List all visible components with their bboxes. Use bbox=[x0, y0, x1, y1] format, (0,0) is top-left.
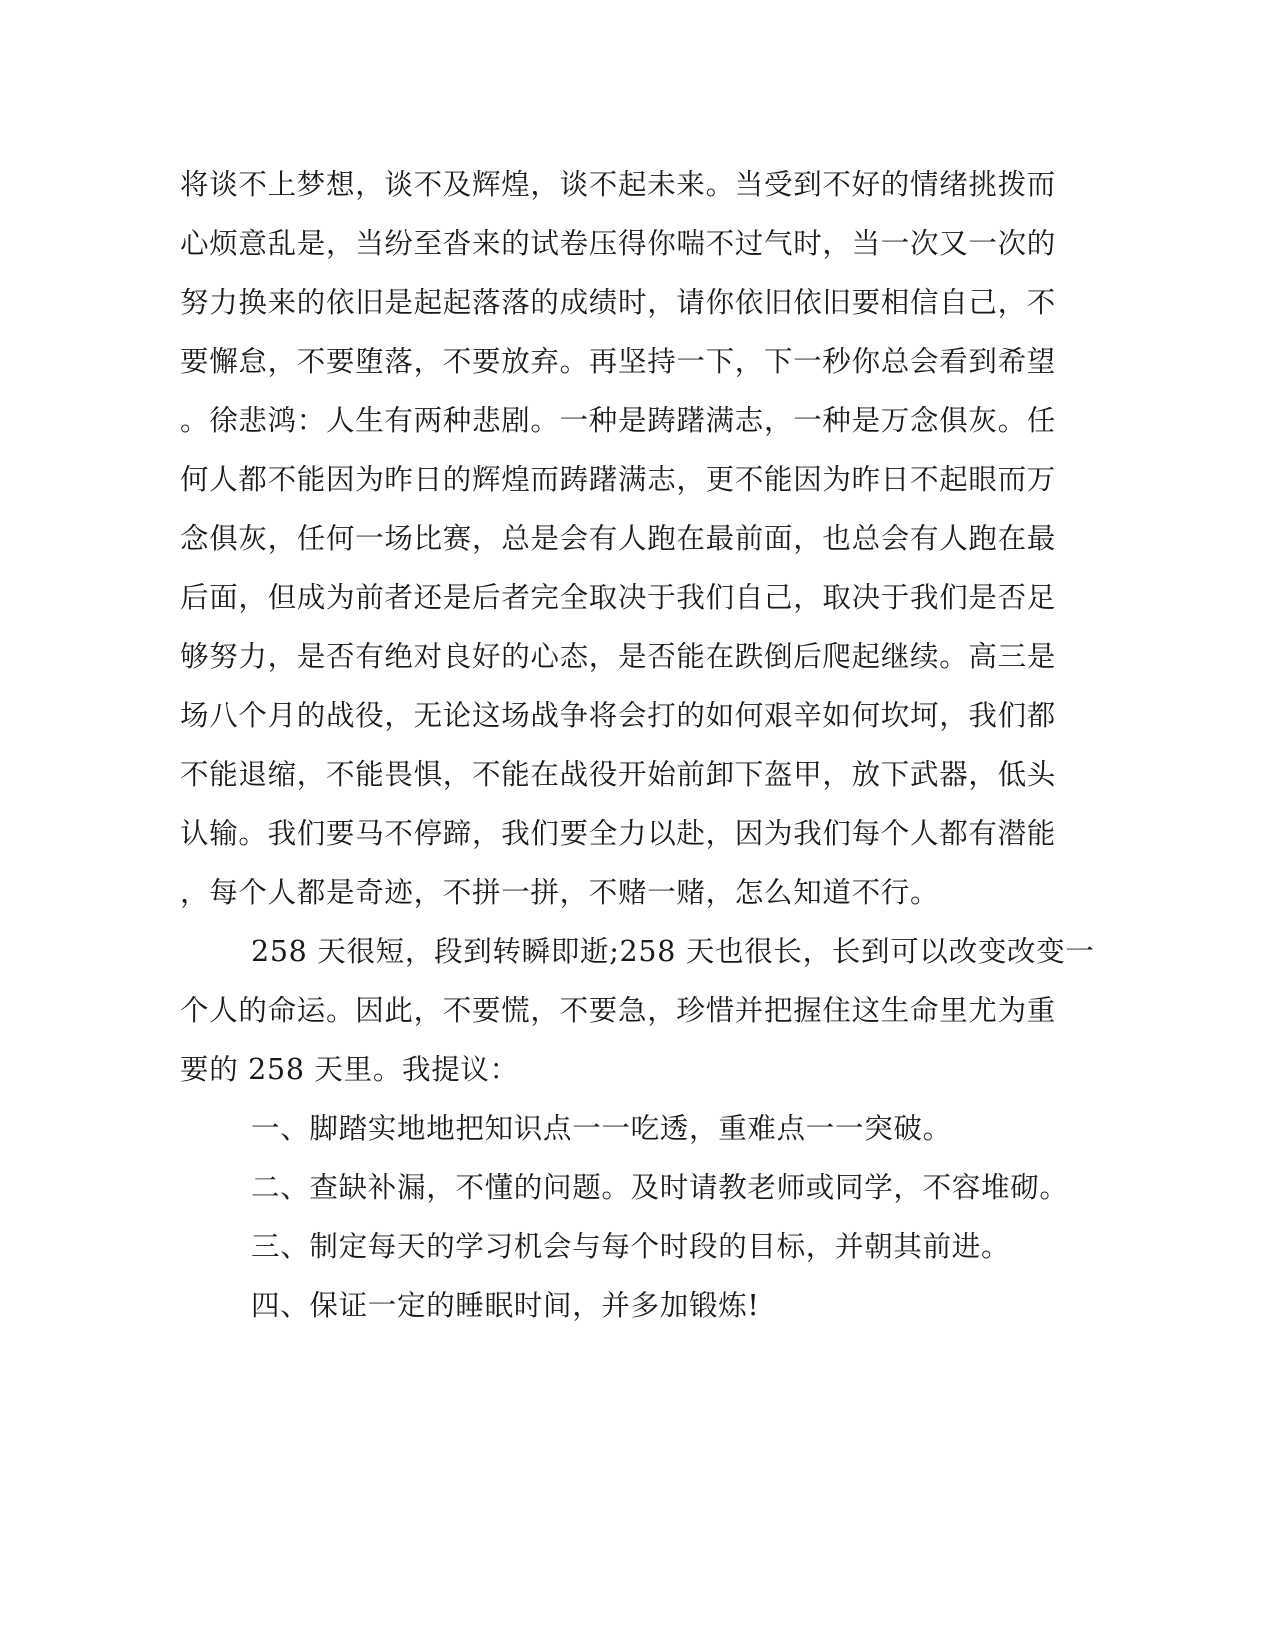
text-line: 不能退缩，不能畏惧，不能在战役开始前卸下盔甲，放下武器，低头 bbox=[180, 758, 1057, 791]
suggestion-item-3: 三、制定每天的学习机会与每个时段的目标，并朝其前进。 bbox=[251, 1230, 1011, 1263]
suggestion-item-1: 一、脚踏实地地把知识点一一吃透，重难点一一突破。 bbox=[251, 1112, 952, 1145]
suggestion-item-4: 四、保证一定的睡眠时间，并多加锻炼! bbox=[251, 1289, 760, 1322]
text-line: 要懈怠，不要堕落，不要放弃。再坚持一下，下一秒你总会看到希望 bbox=[180, 345, 1057, 378]
text-line: 努力换来的依旧是起起落落的成绩时，请你依旧依旧要相信自己，不 bbox=[180, 286, 1057, 319]
text-line: 要的 258 天里。我提议： bbox=[180, 1053, 519, 1086]
paragraph-start-line: 258 天很短，段到转瞬即逝;258 天也很长，长到可以改变改变一 bbox=[251, 935, 1095, 968]
text-line: 念俱灰，任何一场比赛，总是会有人跑在最前面，也总会有人跑在最 bbox=[180, 522, 1057, 555]
text-line: 。徐悲鸿：人生有两种悲剧。一种是踌躇满志，一种是万念俱灰。任 bbox=[180, 404, 1057, 437]
body-text bbox=[180, 155, 1095, 1335]
text-line: 够努力，是否有绝对良好的心态，是否能在跌倒后爬起继续。高三是 bbox=[180, 640, 1057, 673]
text-line: 何人都不能因为昨日的辉煌而踌躇满志，更不能因为昨日不起眼而万 bbox=[180, 463, 1057, 496]
text-line: ，每个人都是奇迹，不拼一拼，不赌一赌，怎么知道不行。 bbox=[180, 876, 940, 909]
text-line: 认输。我们要马不停蹄，我们要全力以赴，因为我们每个人都有潜能 bbox=[180, 817, 1057, 850]
text-line: 后面，但成为前者还是后者完全取决于我们自己，取决于我们是否足 bbox=[180, 581, 1057, 614]
text-line: 场八个月的战役，无论这场战争将会打的如何艰辛如何坎坷，我们都 bbox=[180, 699, 1057, 732]
text-line: 个人的命运。因此，不要慌，不要急，珍惜并把握住这生命里尤为重 bbox=[180, 994, 1057, 1027]
suggestion-item-2: 二、查缺补漏，不懂的问题。及时请教老师或同学，不容堆砌。 bbox=[251, 1171, 1069, 1204]
text-line: 将谈不上梦想，谈不及辉煌，谈不起未来。当受到不好的情绪挑拨而 bbox=[180, 168, 1057, 201]
text-line: 心烦意乱是，当纷至沓来的试卷压得你喘不过气时，当一次又一次的 bbox=[180, 227, 1057, 260]
